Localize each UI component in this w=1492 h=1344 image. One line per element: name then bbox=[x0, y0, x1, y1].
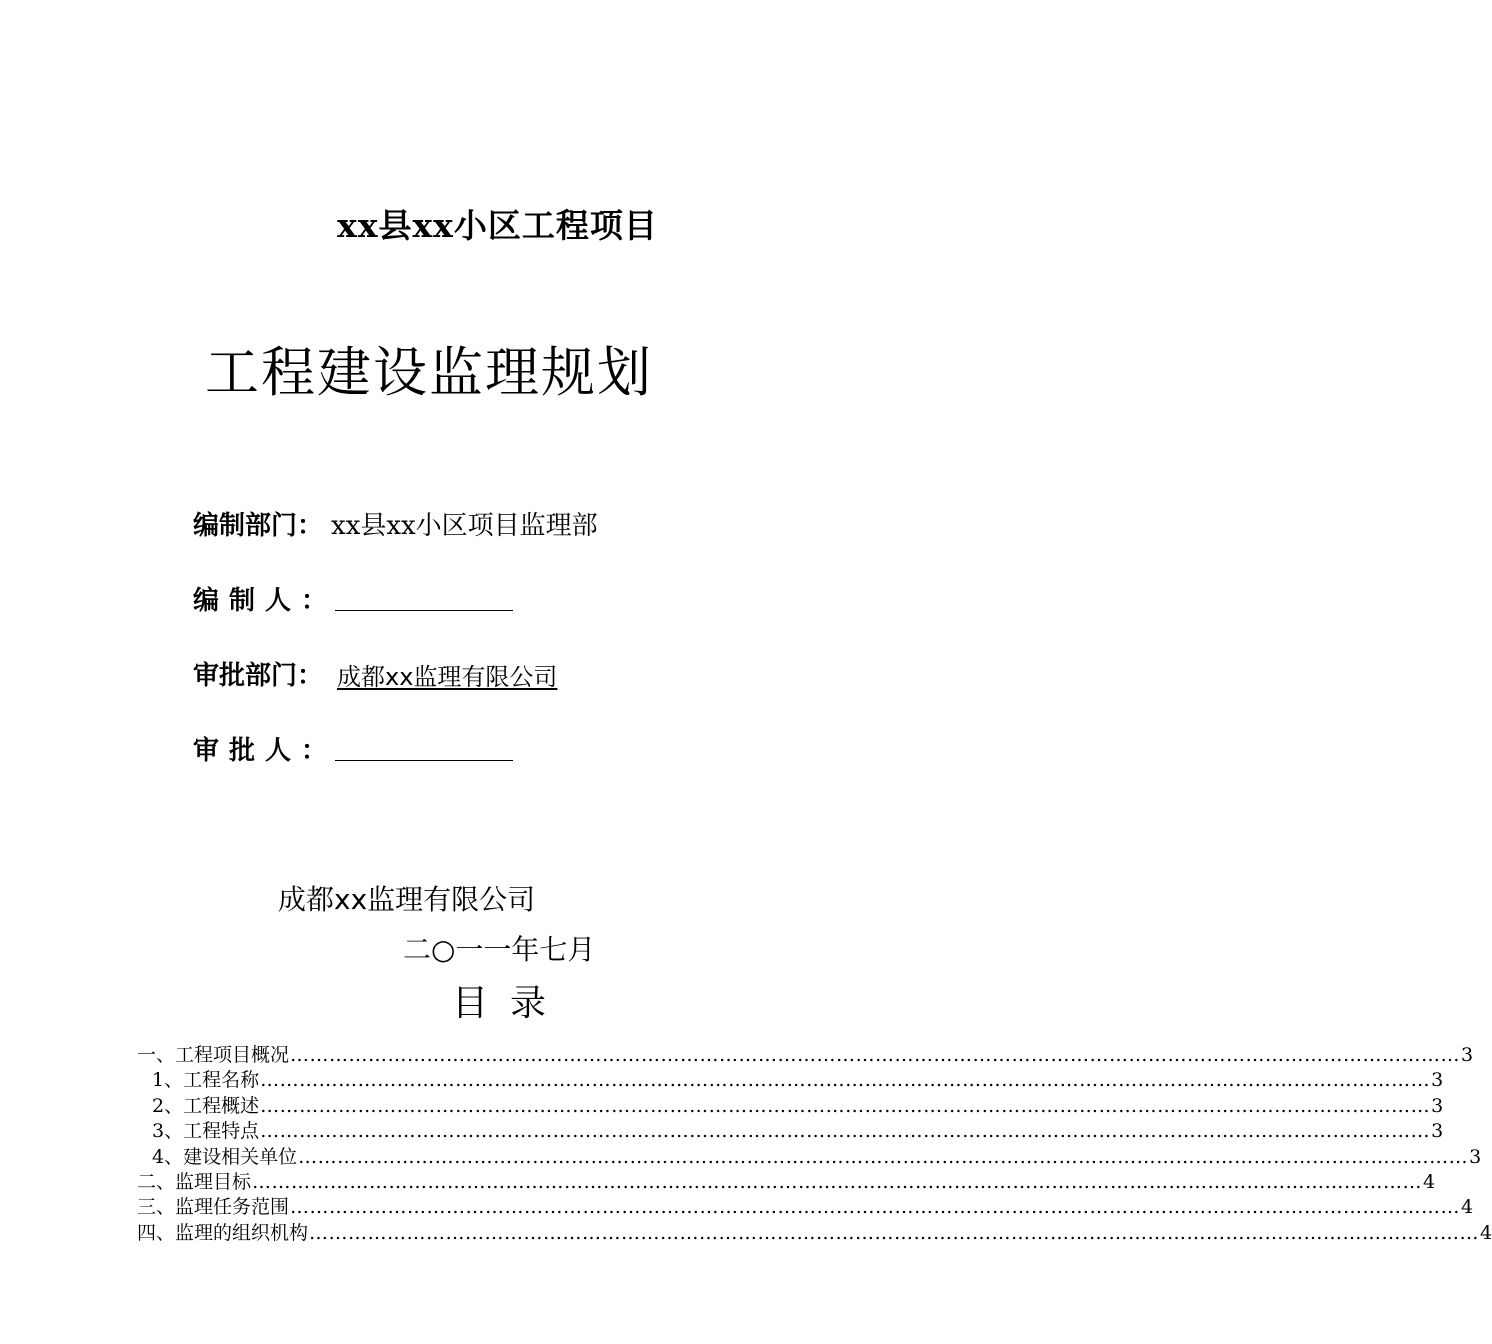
project-title: xx县xx小区工程项目 bbox=[337, 206, 658, 245]
toc-entry-page: 4 bbox=[1461, 1196, 1474, 1219]
signature-blank-line bbox=[335, 760, 513, 761]
toc-entry[interactable] bbox=[137, 1170, 1436, 1195]
toc-entry-label: 2、工程概述 bbox=[152, 1094, 260, 1117]
field-compiling-department: 编制部门： xx县xx小区项目监理部 bbox=[193, 505, 598, 542]
toc-entry[interactable] bbox=[137, 1221, 1492, 1246]
toc-heading: 目录 bbox=[452, 983, 569, 1024]
table-of-contents bbox=[137, 1043, 1492, 1246]
toc-entry-page: 3 bbox=[1469, 1145, 1482, 1168]
toc-leader-dots: ……………………………………………………………………………………………………………………………………………………………… bbox=[260, 1069, 1431, 1092]
toc-leader-dots: ……………………………………………………………………………………………………………………………………………………………… bbox=[290, 1044, 1461, 1066]
document-title: 工程建设监理规划 bbox=[205, 341, 653, 404]
field-approver: 审批人： bbox=[193, 730, 513, 767]
toc-entry[interactable] bbox=[137, 1145, 1482, 1170]
toc-entry-page: 4 bbox=[1423, 1171, 1436, 1194]
field-label: 编制人 bbox=[193, 586, 302, 616]
toc-leader-dots: ……………………………………………………………………………………………………………………………………………………………… bbox=[298, 1145, 1469, 1168]
field-label: 审批人 bbox=[193, 736, 302, 766]
toc-entry-page: 4 bbox=[1480, 1221, 1492, 1244]
field-label: 审批部门 bbox=[193, 661, 298, 691]
issue-date: 二○一一年七月 bbox=[403, 933, 596, 966]
toc-entry-page: 3 bbox=[1431, 1094, 1444, 1117]
toc-entry-label: 一、工程项目概况 bbox=[137, 1044, 290, 1066]
toc-entry[interactable] bbox=[137, 1068, 1444, 1093]
toc-leader-dots: ……………………………………………………………………………………………………………………………………………………………… bbox=[252, 1171, 1423, 1194]
toc-leader-dots: ……………………………………………………………………………………………………………………………………………………………… bbox=[290, 1196, 1461, 1219]
toc-entry-label: 三、监理任务范围 bbox=[137, 1196, 290, 1219]
toc-entry[interactable] bbox=[137, 1094, 1444, 1119]
toc-entry-label: 1、工程名称 bbox=[152, 1069, 260, 1092]
toc-entry-label: 四、监理的组织机构 bbox=[137, 1221, 309, 1244]
toc-entry-page: 3 bbox=[1461, 1044, 1474, 1066]
toc-entry[interactable] bbox=[137, 1043, 1474, 1068]
toc-leader-dots: ……………………………………………………………………………………………………………………………………………………………… bbox=[260, 1120, 1431, 1143]
toc-entry-label: 4、建设相关单位 bbox=[152, 1145, 298, 1168]
toc-entry-page: 3 bbox=[1431, 1069, 1444, 1092]
toc-entry-label: 二、监理目标 bbox=[137, 1171, 252, 1194]
toc-entry-label: 3、工程特点 bbox=[152, 1120, 260, 1143]
field-approving-department: 审批部门： 成都xx监理有限公司 bbox=[193, 655, 557, 692]
toc-entry[interactable] bbox=[137, 1195, 1474, 1220]
field-label: 编制部门 bbox=[193, 511, 298, 541]
field-compiler: 编制人： bbox=[193, 580, 513, 617]
field-value: 成都xx监理有限公司 bbox=[337, 663, 558, 691]
toc-entry-page: 3 bbox=[1431, 1120, 1444, 1143]
toc-entry[interactable] bbox=[137, 1119, 1444, 1144]
toc-leader-dots: ……………………………………………………………………………………………………………………………………………………………… bbox=[309, 1221, 1480, 1244]
signature-blank-line bbox=[335, 610, 513, 611]
toc-leader-dots: ……………………………………………………………………………………………………………………………………………………………… bbox=[260, 1094, 1431, 1117]
field-value: xx县xx小区项目监理部 bbox=[331, 511, 598, 541]
company-name: 成都xx监理有限公司 bbox=[278, 883, 536, 916]
